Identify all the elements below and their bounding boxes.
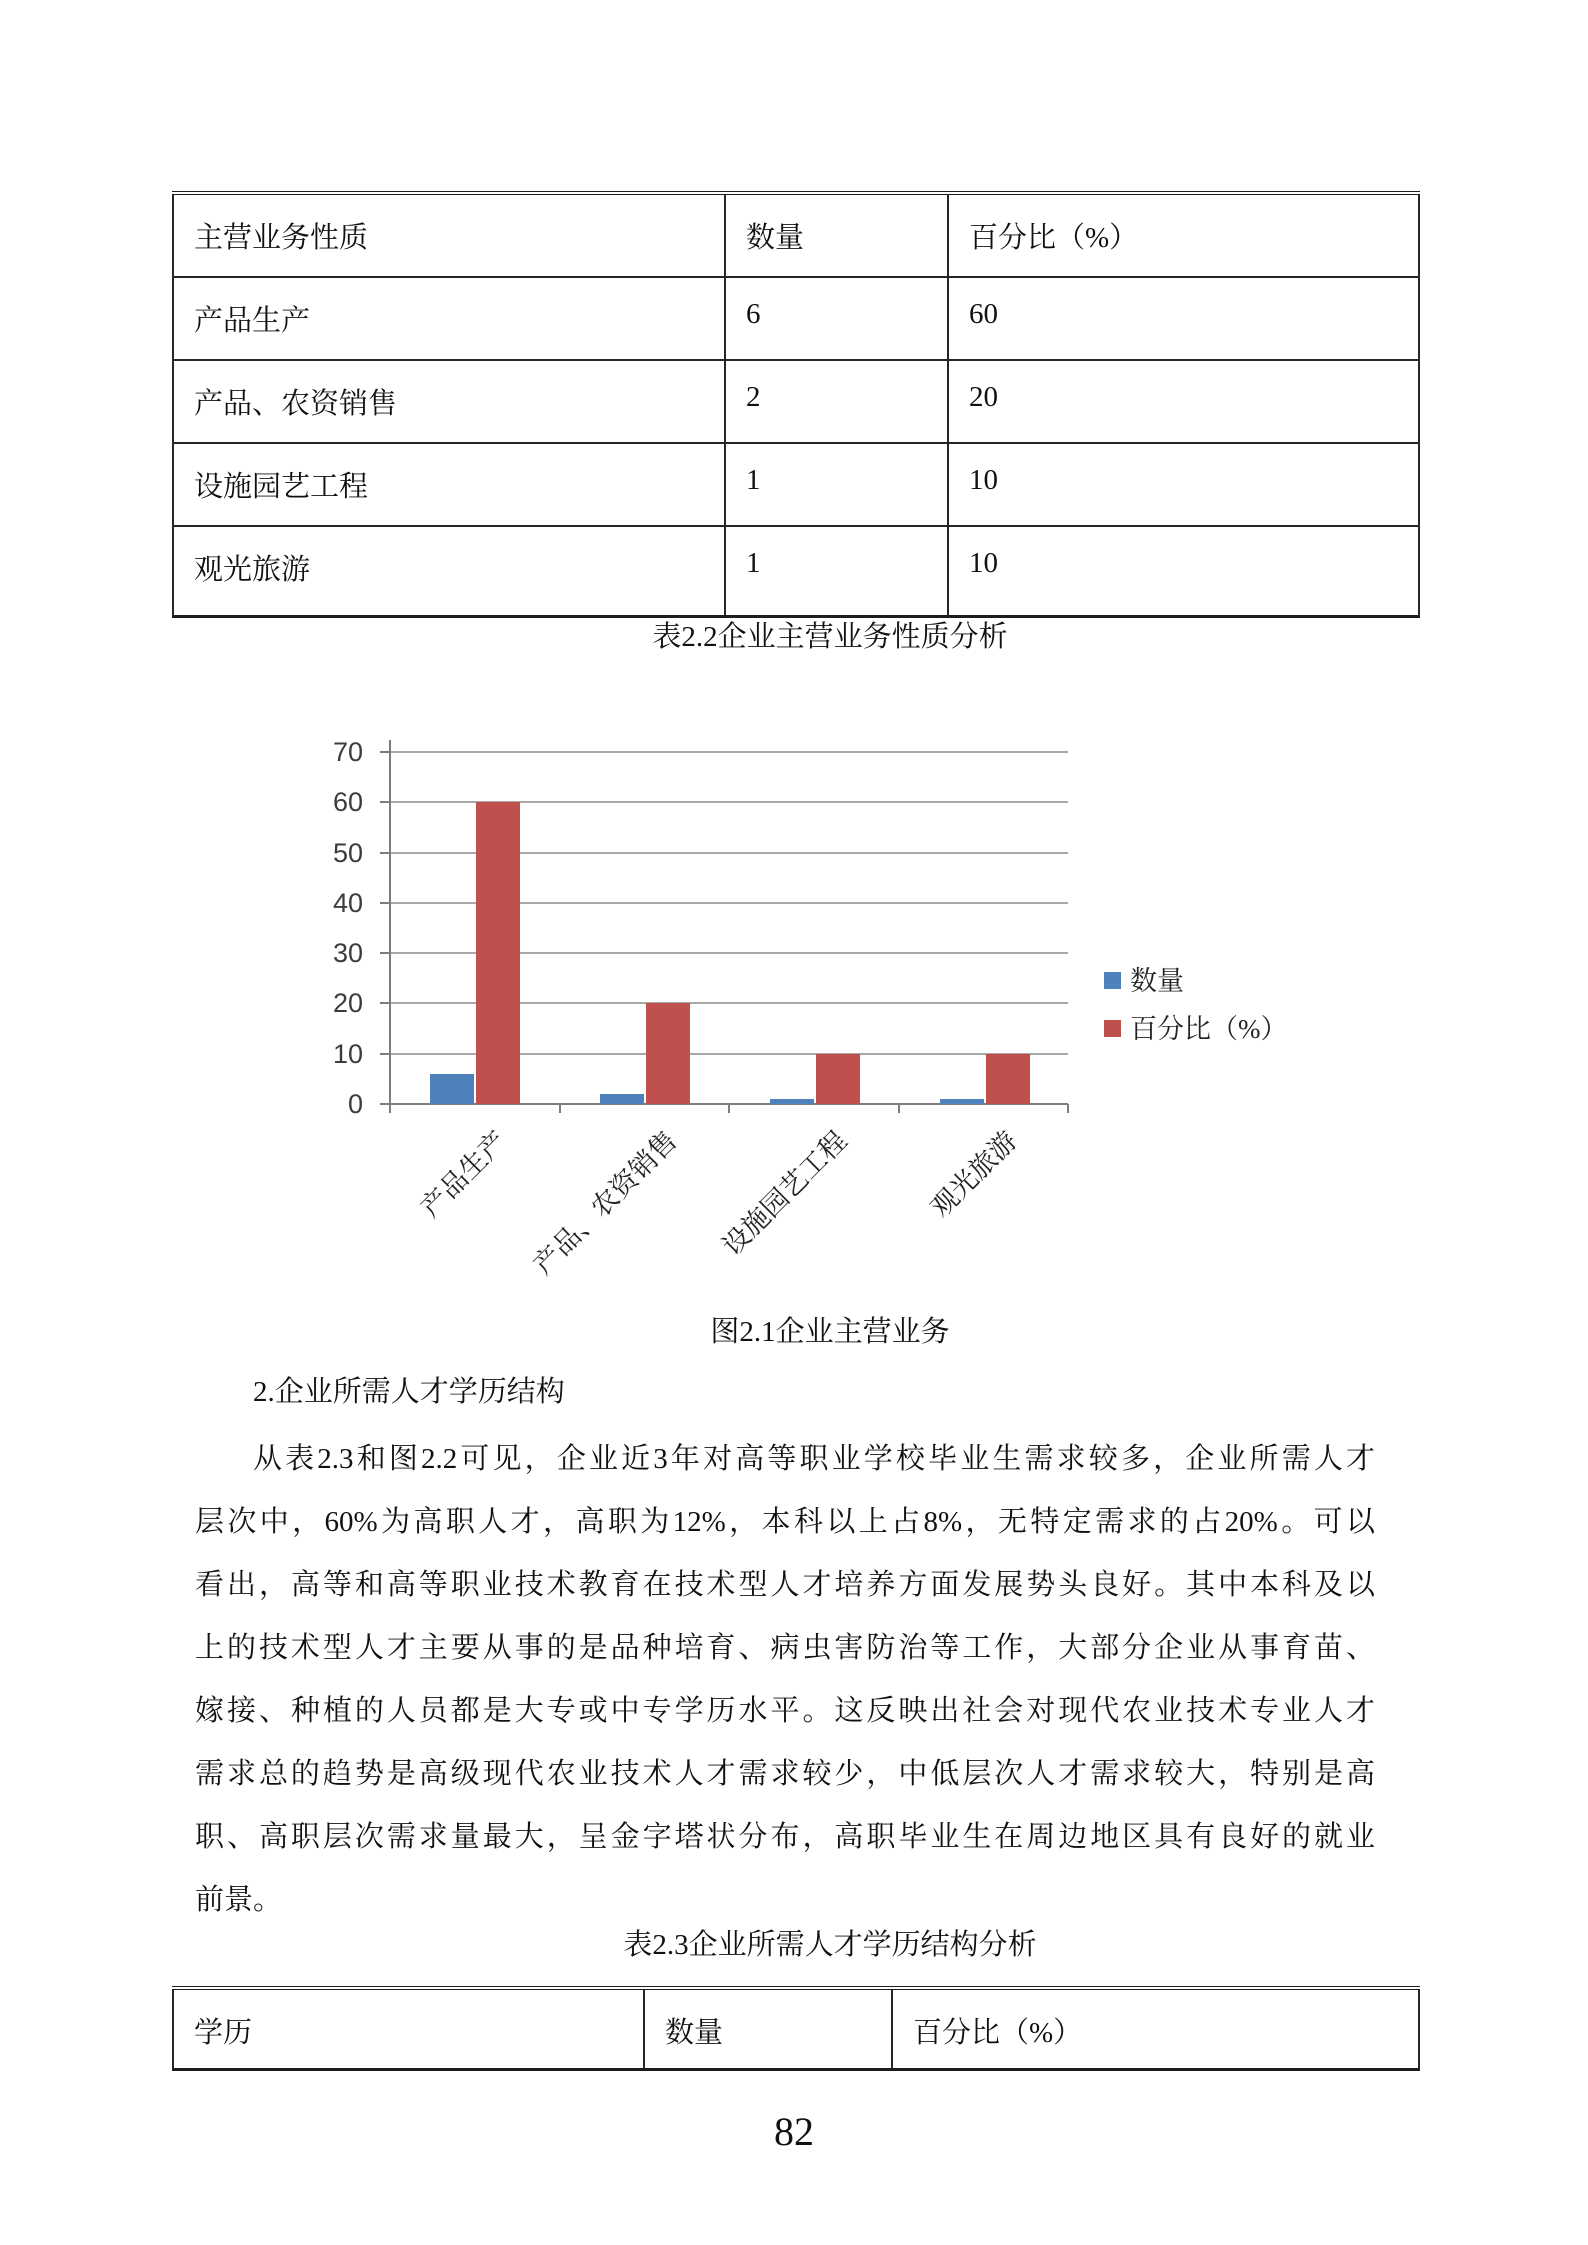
table-cell: 产品、农资销售 [173,360,725,443]
paragraph-line: 嫁接、种植的人员都是大专或中专学历水平。这反映出社会对现代农业技术专业人才 [195,1695,1375,1727]
y-axis-label: 0 [347,1089,363,1119]
table-cell: 6 [725,277,948,360]
chart-y-axis [389,740,391,1105]
business-nature-table [172,191,1420,618]
y-axis-tick [380,902,389,904]
paragraph-line: 从表2.3和图2.2可见，企业近3年对高等职业学校毕业生需求较多，企业所需人才 [253,1443,1375,1475]
col-header-quantity: 数量 [644,1988,892,2069]
table-2-3-caption: 表2.3企业所需人才学历结构分析 [623,1929,1037,1961]
paragraph-line: 需求总的趋势是高级现代农业技术人才需求较少，中低层次人才需求较大，特别是高 [195,1758,1375,1790]
table-cell: 20 [948,360,1419,443]
y-axis-tick [380,1103,389,1105]
table-cell: 10 [948,526,1419,616]
table-cell: 设施园艺工程 [173,443,725,526]
bar-quantity [430,1074,474,1104]
bar-quantity [600,1094,644,1104]
table-cell: 1 [725,443,948,526]
x-axis-tick [728,1104,730,1113]
table-row [173,443,1419,526]
table-cell: 10 [948,443,1419,526]
table-row [173,526,1419,616]
paragraph-line: 前景。 [195,1884,283,1916]
table-cell: 2 [725,360,948,443]
col-header-business-nature: 主营业务性质 [173,193,725,277]
x-axis-category-label: 产品、农资销售 [527,1125,683,1281]
col-header-percentage: 百分比（%） [948,193,1419,277]
x-axis-category-label: 设施园艺工程 [716,1125,853,1262]
section-heading: 2.企业所需人才学历结构 [253,1376,565,1408]
y-axis-label: 20 [332,988,363,1019]
y-axis-tick [380,751,389,753]
bar-percentage [816,1054,860,1104]
bar-percentage [476,802,520,1104]
y-axis-tick [380,1002,389,1004]
table-row [173,360,1419,443]
x-axis-tick [389,1104,391,1113]
bar-percentage [646,1003,690,1104]
y-axis-label: 70 [332,737,363,767]
legend-swatch-percentage [1104,1020,1121,1037]
legend-label: 百分比（%） [1130,1014,1288,1044]
table-header-row [173,1988,1419,2069]
y-axis-tick [380,952,389,954]
col-header-education: 学历 [173,1988,644,2069]
col-header-percentage: 百分比（%） [892,1988,1419,2069]
y-axis-tick [380,801,389,803]
paragraph-line: 看出，高等和高等职业技术教育在技术型人才培养方面发展势头良好。其中本科及以 [195,1569,1375,1601]
page-number: 82 [774,2109,814,2154]
col-header-quantity: 数量 [725,193,948,277]
x-axis-category-label: 观光旅游 [925,1125,1023,1223]
x-axis-tick [559,1104,561,1113]
bar-quantity [940,1099,984,1104]
paragraph-line: 职、高职层次需求量最大，呈金字塔状分布，高职毕业生在周边地区具有良好的就业 [195,1821,1375,1853]
x-axis-category-label: 产品生产 [415,1125,513,1223]
paragraph-line: 层次中，60%为高职人才，高职为12%，本科以上占8%，无特定需求的占20%。可以 [195,1506,1375,1538]
table-cell: 产品生产 [173,277,725,360]
table-cell: 观光旅游 [173,526,725,616]
body-paragraph [195,1437,1375,1941]
figure-2-1-caption: 图2.1企业主营业务 [710,1316,950,1348]
legend-swatch-quantity [1104,972,1121,989]
chart-gridline [390,751,1068,753]
bar-quantity [770,1099,814,1104]
y-axis-label: 10 [332,1038,363,1069]
y-axis-label: 50 [332,837,363,868]
legend-label: 数量 [1130,966,1184,996]
table-cell: 1 [725,526,948,616]
table-2-2-caption: 表2.2企业主营业务性质分析 [652,621,1008,653]
table-cell: 60 [948,277,1419,360]
education-structure-table [172,1986,1420,2071]
y-axis-label: 60 [332,787,363,818]
y-axis-tick [380,1053,389,1055]
y-axis-label: 40 [332,887,363,918]
table-row [173,277,1419,360]
x-axis-tick [1067,1104,1069,1113]
paragraph-line: 上的技术型人才主要从事的是品种培育、病虫害防治等工作，大部分企业从事育苗、 [195,1632,1375,1664]
x-axis-tick [898,1104,900,1113]
y-axis-label: 30 [332,938,363,969]
table-header-row [173,193,1419,277]
bar-percentage [986,1054,1030,1104]
y-axis-tick [380,852,389,854]
